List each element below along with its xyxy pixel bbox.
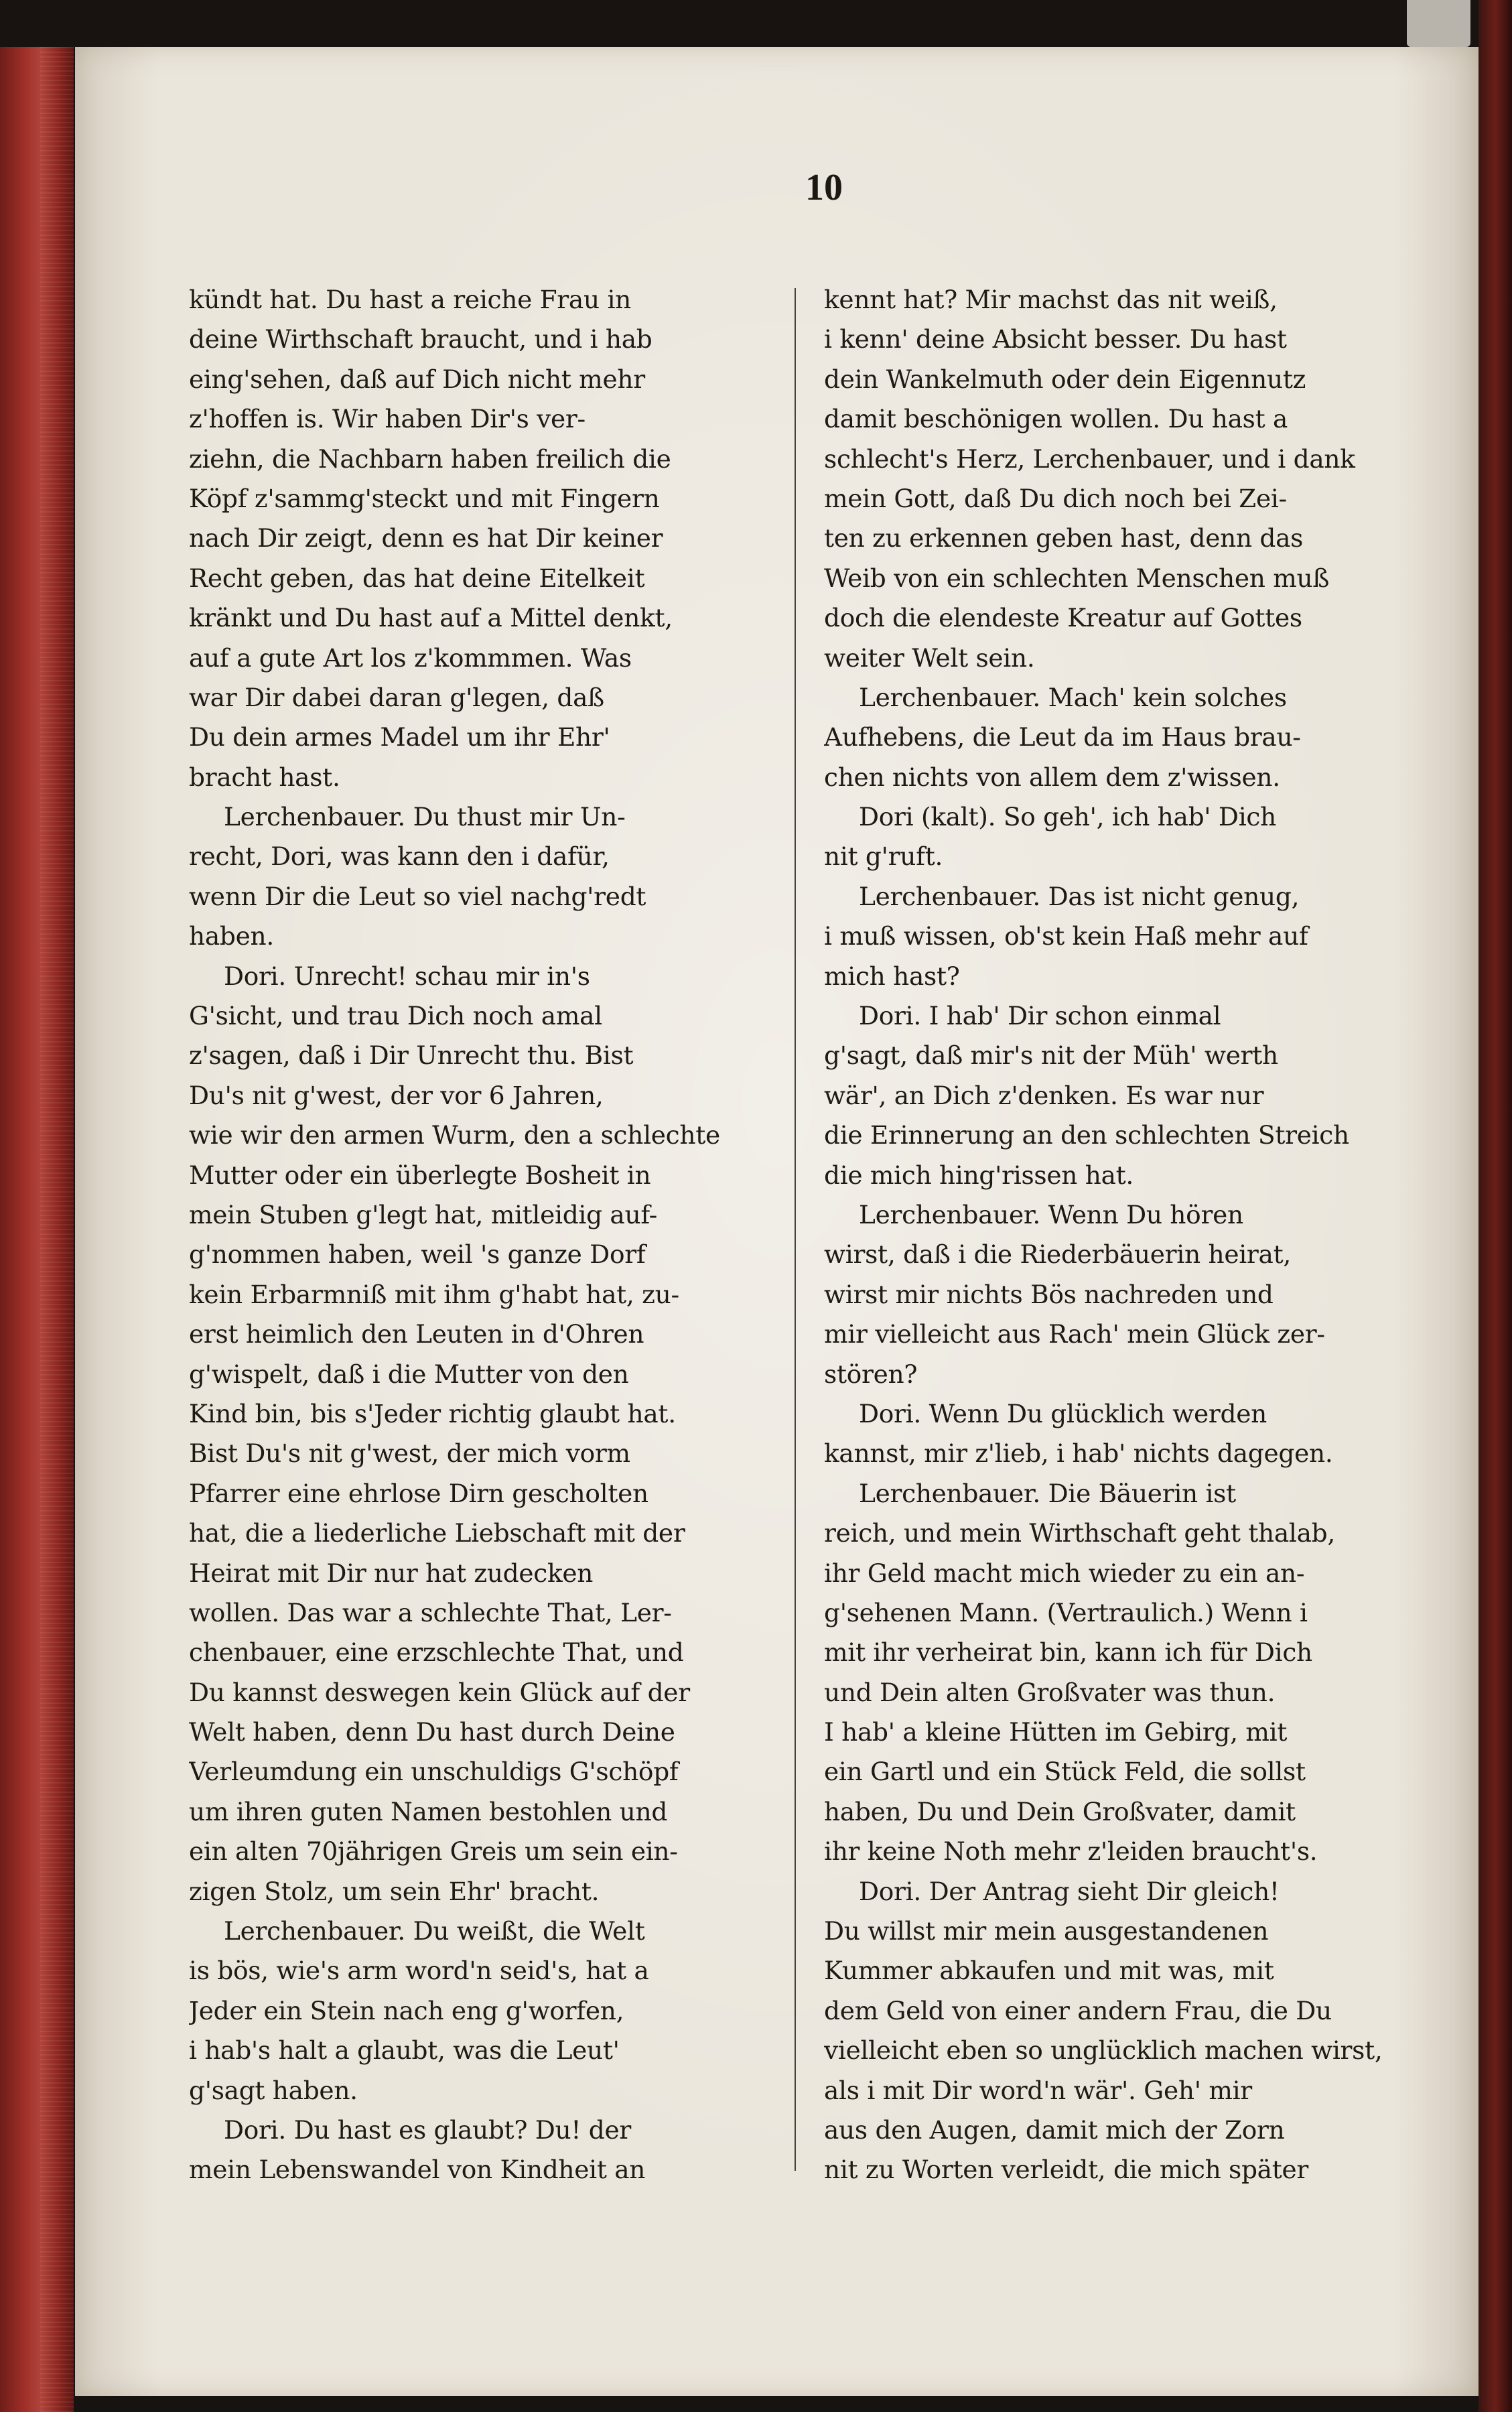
text-line: g'sehenen Mann. (Vertraulich.) Wenn i — [824, 1597, 1308, 1627]
page-number: 10 — [805, 167, 843, 208]
text-line: erst heimlich den Leuten in d'Ohren — [189, 1319, 644, 1349]
text-line: haben, Du und Dein Großvater, damit — [824, 1796, 1296, 1826]
text-line: z'hoffen is. Wir haben Dir's ver- — [189, 404, 586, 434]
left-text-column — [189, 280, 781, 2190]
text-line: Lerchenbauer. Die Bäuerin ist — [859, 1478, 1236, 1508]
text-line: nit g'ruft. — [824, 842, 943, 872]
text-line: Du willst mir mein ausgestandenen — [824, 1916, 1269, 1946]
text-line: chen nichts von allem dem z'wissen. — [824, 762, 1280, 792]
text-line: Du kannst deswegen kein Glück auf der — [189, 1677, 690, 1707]
text-line: Kind bin, bis s'Jeder richtig glaubt hat. — [189, 1398, 676, 1428]
text-line: die mich hing'rissen hat. — [824, 1160, 1134, 1190]
text-line: nach Dir zeigt, denn es hat Dir keiner — [189, 523, 663, 553]
text-line: um ihren guten Namen bestohlen und — [189, 1796, 668, 1826]
text-line: Dori (kalt). So geh', ich hab' Dich — [859, 802, 1276, 832]
text-line: wirst mir nichts Bös nachreden und — [824, 1279, 1274, 1309]
text-line: Köpf z'sammg'steckt und mit Fingern — [189, 483, 660, 513]
text-line: I hab' a kleine Hütten im Gebirg, mit — [824, 1717, 1288, 1747]
text-line: Lerchenbauer. Das ist nicht genug, — [859, 881, 1300, 911]
text-line: wie wir den armen Wurm, den a schlechte — [189, 1120, 720, 1150]
text-line: mein Stuben g'legt hat, mitleidig auf- — [189, 1199, 657, 1229]
text-line: Dori. Der Antrag sieht Dir gleich! — [859, 1876, 1280, 1906]
text-line: Verleumdung ein unschuldigs G'schöpf — [189, 1757, 679, 1787]
text-line: weiter Welt sein. — [824, 643, 1035, 673]
text-line: chenbauer, eine erzschlechte That, und — [189, 1637, 684, 1668]
text-line: i kenn' deine Absicht besser. Du hast — [824, 324, 1287, 354]
text-line: ein alten 70jährigen Greis um sein ein- — [189, 1836, 678, 1867]
text-line: ein Gartl und ein Stück Feld, die sollst — [824, 1757, 1306, 1787]
text-line: und Dein alten Großvater was thun. — [824, 1677, 1276, 1707]
text-line: i hab's halt a glaubt, was die Leut' — [189, 2035, 620, 2066]
text-line: Du dein armes Madel um ihr Ehr' — [189, 722, 610, 752]
text-line: Bist Du's nit g'west, der mich vorm — [189, 1438, 630, 1469]
column-divider — [795, 288, 796, 2171]
text-line: wollen. Das war a schlechte That, Ler- — [189, 1597, 672, 1627]
text-line: g'sagt, daß mir's nit der Müh' werth — [824, 1041, 1278, 1071]
book-cover-edge — [1479, 0, 1512, 2412]
text-line: Lerchenbauer. Du weißt, die Welt — [224, 1916, 645, 1946]
text-line: ziehn, die Nachbarn haben freilich die — [189, 444, 671, 474]
text-line: wär', an Dich z'denken. Es war nur — [824, 1080, 1264, 1110]
text-line: reich, und mein Wirthschaft geht thalab, — [824, 1518, 1335, 1548]
text-line: kündt hat. Du hast a reiche Frau in — [189, 285, 631, 314]
text-line: dem Geld von einer andern Frau, die Du — [824, 1995, 1332, 2025]
text-line: Dori. Unrecht! schau mir in's — [224, 961, 590, 991]
text-line: deine Wirthschaft braucht, und i hab — [189, 324, 652, 354]
text-line: Heirat mit Dir nur hat zudecken — [189, 1558, 594, 1588]
text-line: damit beschönigen wollen. Du hast a — [824, 404, 1288, 434]
scan-background-top — [0, 0, 1512, 47]
text-line: mich hast? — [824, 961, 960, 991]
text-line: kannst, mir z'lieb, i hab' nichts dagegen. — [824, 1438, 1333, 1469]
text-line: Lerchenbauer. Mach' kein solches — [859, 682, 1287, 712]
right-text-column — [824, 280, 1416, 2190]
text-line: Dori. I hab' Dir schon einmal — [859, 1001, 1221, 1031]
bookmark-tab — [1407, 0, 1470, 47]
text-line: aus den Augen, damit mich der Zorn — [824, 2115, 1285, 2145]
text-line: Mutter oder ein überlegte Bosheit in — [189, 1160, 651, 1190]
text-line: Du's nit g'west, der vor 6 Jahren, — [189, 1080, 604, 1110]
text-line: war Dir dabei daran g'legen, daß — [189, 682, 604, 712]
text-line: die Erinnerung an den schlechten Streich — [824, 1120, 1349, 1150]
text-line: als i mit Dir word'n wär'. Geh' mir — [824, 2075, 1252, 2105]
text-line: mein Gott, daß Du dich noch bei Zei- — [824, 483, 1287, 513]
text-line: G'sicht, und trau Dich noch amal — [189, 1001, 602, 1031]
text-line: Recht geben, das hat deine Eitelkeit — [189, 563, 645, 593]
text-line: haben. — [189, 921, 274, 951]
text-line: ihr Geld macht mich wieder zu ein an- — [824, 1558, 1305, 1588]
text-line: Lerchenbauer. Wenn Du hören — [859, 1199, 1243, 1229]
text-line: dein Wankelmuth oder dein Eigennutz — [824, 364, 1306, 394]
text-line: z'sagen, daß i Dir Unrecht thu. Bist — [189, 1041, 634, 1071]
text-line: g'wispelt, daß i die Mutter von den — [189, 1359, 629, 1389]
text-line: Dori. Wenn Du glücklich werden — [859, 1398, 1267, 1428]
text-line: Weib von ein schlechten Menschen muß — [824, 563, 1330, 593]
text-line: schlecht's Herz, Lerchenbauer, und i dank — [824, 444, 1355, 474]
text-line: recht, Dori, was kann den i dafür, — [189, 842, 610, 872]
text-line: kennt hat? Mir machst das nit weiß, — [824, 285, 1278, 314]
text-line: mit ihr verheirat bin, kann ich für Dich — [824, 1637, 1312, 1668]
text-line: ihr keine Noth mehr z'leiden braucht's. — [824, 1836, 1318, 1867]
text-line: zigen Stolz, um sein Ehr' bracht. — [189, 1876, 600, 1906]
text-line: doch die elendeste Kreatur auf Gottes — [824, 603, 1302, 633]
text-line: bracht hast. — [189, 762, 340, 792]
text-line: Jeder ein Stein nach eng g'worfen, — [189, 1995, 624, 2025]
text-line: Aufhebens, die Leut da im Haus brau- — [824, 722, 1301, 752]
text-line: Lerchenbauer. Du thust mir Un- — [224, 802, 626, 832]
text-line: stören? — [824, 1359, 918, 1389]
text-line: auf a gute Art los z'kommmen. Was — [189, 643, 632, 673]
text-line: eing'sehen, daß auf Dich nicht mehr — [189, 364, 645, 394]
text-line: kränkt und Du hast auf a Mittel denkt, — [189, 603, 673, 633]
text-line: hat, die a liederliche Liebschaft mit der — [189, 1518, 685, 1548]
text-line: nit zu Worten verleidt, die mich später — [824, 2155, 1309, 2185]
text-line: vielleicht eben so unglücklich machen wirst, — [824, 2035, 1383, 2066]
text-line: Dori. Du hast es glaubt? Du! der — [224, 2115, 631, 2145]
text-line: i muß wissen, ob'st kein Haß mehr auf — [824, 921, 1308, 951]
book-binding — [0, 0, 74, 2412]
text-line: mein Lebenswandel von Kindheit an — [189, 2155, 646, 2185]
text-line: Kummer abkaufen und mit was, mit — [824, 1956, 1274, 1986]
text-line: is bös, wie's arm word'n seid's, hat a — [189, 1956, 649, 1986]
text-line: wenn Dir die Leut so viel nachg'redt — [189, 881, 646, 911]
text-line: mir vielleicht aus Rach' mein Glück zer- — [824, 1319, 1325, 1349]
text-line: Welt haben, denn Du hast durch Deine — [189, 1717, 675, 1747]
text-line: Pfarrer eine ehrlose Dirn gescholten — [189, 1478, 648, 1508]
text-line: g'sagt haben. — [189, 2075, 358, 2105]
text-line: kein Erbarmniß mit ihm g'habt hat, zu- — [189, 1279, 679, 1309]
text-line: ten zu erkennen geben hast, denn das — [824, 523, 1304, 553]
text-line: wirst, daß i die Riederbäuerin heirat, — [824, 1240, 1291, 1270]
text-line: g'nommen haben, weil 's ganze Dorf — [189, 1240, 646, 1270]
